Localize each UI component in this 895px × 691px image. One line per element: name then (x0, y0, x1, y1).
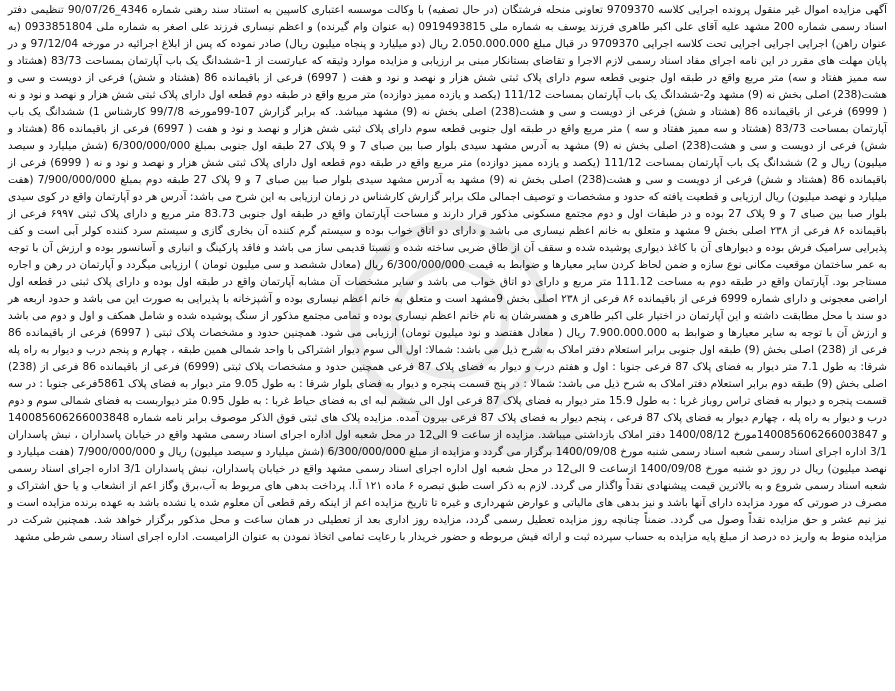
notice-text: آگهی مزایده اموال غیر منقول پرونده اجرایی کلاسه 9709370 تعاونی منحله فرشتگان (در حال تصفیه) با وکالت موسسه اعتباری کاسپین به استناد سند رهنی شماره 4346_90/07/26 تنظیمی دفتر اسناد رسمی شماره 200 مشهد علیه آقای علی اکبر طاهری فرزند یوسف به شماره ملی 0919493815 (به عنوان وام گیرنده) و اعظم نیساری فرزند علی اصغر به شماره ملی 0933851804 (به عنوان راهن) اجرایی اجرایی اجرایی تحت کلاسه اجرایی 9709370 در قبال مبلغ 2.050.000.000 ریال (دو میلیارد و پنجاه میلیون ریال) صادر نموده که پس از ابلاغ اجرائیه در مورخه 97/12/04 و در پایان مهلت های مقرر در این نامه اجرای مفاد اسناد رسمی لازم الاجرا و تقاضای بستانکار مبنی بر ارزیابی و مزایده موارد وثیقه که عبارتست از 1-ششدانگ یک باب آپارتمان بمساحت 83/73 (هشتاد و سه ممیز هفتاد و سه) متر مربع واقع در طبقه اول جنوبی قطعه سوم دارای پلاک ثبتی شش هزار و نهصد و نود و هفت ( 6997) فرعی از باقیمانده 86 (هشتاد و شش) فرعی از دویست و سی و هشت(238) اصلی بخش نه (9) مشهد و2-ششدانگ یک باب آپارتمان بمساحت 111/12 (یکصد و یازده ممیز دوازده) متر مربع واقع در طبقه دوم قطعه اول دارای پلاک ثبتی شش هزار و نهصد و نود و نه ( 6999) فرعی از باقیمانده 86 (هشتاد و شش) فرعی از دویست و سی و هشت(238) اصلی بخش نه (9) مشهد میباشد. که برابر گزارش 107-99مورخه 99/7/8 کارشناس 1) ششدانگ یک باب آپارتمان بمساحت 83/73 (هشتاد و سه ممیز هفتاد و سه ) متر مربع واقع در طبقه اول جنوبی قطعه سوم دارای پلاک ثبتی شش هزار و نهصد و نود و هفت ( 6997) فرعی از باقیمانده 86 (هشتاد و شش) فرعی از دویست و سی و هشت(238) اصلی بخش نه (9) مشهد به آدرس مشهد سیدی بلوار صبا بین صبای 7 و 9 پلاک 27 طبقه اول جنوبی بمبلغ 6/300/000/000 (شش میلیارد و سیصد میلیون) ریال و 2) ششدانگ یک باب آپارتمان بمساحت 111/12 (یکصد و یازده ممیز دوازده) متر مربع واقع در طبقه دوم قطعه اول دارای پلاک ثبتی شش هزار و نهصد و نود و نه ( 6999) فرعی از باقیمانده 86 (هشتاد و شش) فرعی از دویست و سی و هشت(238) اصلی بخش نه (9) مشهد به آدرس مشهد سیدی بلوار صبا بین صبای 7 و 9 پلاک 27 طبقه دوم بمبلغ 7/900/000/000 (هفت میلیارد و نهصد میلیون) ریال ارزیابی و قطعیت یافته که حدود و مشخصات و توصیف اجمالی ملک برابر گزارش کارشناس در زمان ارزیابی به این شرح می باشد: آدرس هر دو آپارتمان واقع در کوی سیدی بلوار صبا بین صبای 7 و 9 پلاک 27 بوده و در طبقات اول و دوم مجتمع مسکونی مذکور قرار دارند و مساحت آپارتمان واقع در طبقه اول جنوبی 83.73 متر مربع و دارای پلاک ثبتی ۶۹۹۷ فرعی از باقیمانده ۸۶ فرعی از ۲۳۸ اصلی بخش 9 مشهد و متعلق به خانم اعظم نیساری می باشد و دارای دو اتاق خواب بوده و سیستم گرم کننده آن بخاری گازی و سیستم سرد کننده کولر آبی است و کف پذیرایی سرامیک فرش بوده و دیوارهای آن با کاغذ دیواری پوشیده شده و سقف آن از طاق ضربی ساخته شده و نسبتا قدیمی ساز می باشد و فاقد پارکینگ و انباری و آسانسور بوده و ارزش آن با توجه به عمر ساختمان موقعیت مکانی نوع سازه و ضمن لحاظ کردن سایر معیارها و ضوابط به قیمت 6/300/000/000 ریال (معادل ششصد و سی میلیون تومان ) ارزیابی میگردد و آپارتمان در رهن و اجاره مستاجر بود. آپارتمان واقع در طبقه دوم به مساحت 111.12 متر مربع و دارای دو اتاق خواب می باشد و سایر مشخصات آن مشابه آپارتمان واقع در طبقه اول بوده و دارای پلاک ثبتی در قطعه اول اراضی معجونی و دارای شماره 6999 فرعی از باقیمانده ۸۶ فرعی از ۲۳۸ اصلی بخش 9مشهد است و متعلق به خانم اعظم نیساری بوده و آشپزخانه با پذیرایی به صورت این می باشد و حدود اربعه هر دو سند با محل مطابقت داشته و این آپارتمان در اختیار علی اکبر طاهری و همسرشان به نام خانم اعظم نیساری بوده و تمامی مجتمع مذکور از سنگ پوشیده شده و شامل همکف و اول و دوم می باشد و ارزش آن با توجه به سایر معیارها و ضوابط به 7.900.000.000 ریال ( معادل هفتصد و نود میلیون تومان) ارزیابی می شود. همچنین حدود و مشخصات پلاک ثبتی ( 6997) فرعی از باقیمانده 86 فرعی از (238) اصلی بخش (9) طبقه اول جنوبی برابر استعلام دفتر املاک به شرح ذیل می باشد: شمالا: اول الی سوم دیوار اشتراکی با واحد شمالی همین طبقه ، چهارم و پنجم درب و دیوار به راه پله شرقا: به طول 7.1 متر دیوار به فضای پلاک 87 فرعی جنوبا : اول و هفتم درب و دیوار به فضای پلاک 87 فرعی همچنین حدود و مشخصات پلاک ثبتی (6999) فرعی از باقیمانده 86 فرعی از (238) اصلی بخش (9) طبقه دوم برابر استعلام دفتر املاک به شرح ذیل می باشد: شمالا : در پنج قسمت پنجره و دیوار به فضای بلوار شرقا : به طول 9.05 متر دیوار به فضای پلاک 5861فرعی جنوبا : در سه قسمت پنجره و دیوار به فضای تراس روباز غربا : به طول 15.9 متر دیوار به فضای پلاک 87 فرعی اول الی ششم لبه ای به فضای حیاط غربا : به طول 0.95 متر دیواربست به فضای شمالی سوم و دوم درب و دیوار به راه پله ، چهارم دیوار به فضای پلاک 87 فرعی ، پنجم دیوار به فضای پلاک 87 فرعی بیرون آمده. مزایده پلاک های ثبتی فوق الذکر موصوف برابر نامه شماره 140085606266003848 و 140085606266003847مورخ 1400/08/12 دفتر املاک بازداشتی میباشد. مزایده از ساعت 9 الی12 در محل شعبه اول اداره اجرای اسناد رسمی مشهد واقع در خیابان پاسداران ، نبش پاسداران 3/1 اداره اجرای اسناد رسمی شعبه اسناد رسمی شنبه مورخ 1400/09/08 برگزار می گردد و مزایده از مبلغ 6/300/000/000 (شش میلیارد و سیصد میلیون) ریال و 7/900/000/000 (هفت میلیارد و نهصد میلیون) ریال در روز دو شنبه مورخ 1400/09/08 ازساعت 9 الی12 در محل شعبه اول اداره اجرای اسناد رسمی مشهد واقع در خیابان پاسداران، نبش پاسداران 3/1 اداره اجرای اسناد رسمی شعبه اسناد رسمی شروع و به بالاترین قیمت پیشنهادی نقداً واگذار می گردد. لازم به ذکر است طبق تبصره ۶ ماده ۱۲۱ آ.ا. پرداخت بدهی های مربوط به آب،برق وگاز اعم از انشعاب و یا حق اشتراک و مصرف در صورتی که مورد مزایده دارای آنها باشد و نیز بدهی های مالیاتی و عوارض شهرداری و غیره تا تاریخ مزایده اعم از اینکه رقم قطعی آن معلوم شده یا نشده باشد به عهده برنده مزایده است و نیز نیم عشر و حق مزایده نقداً وصول می گردد. ضمناً چنانچه روز مزایده تعطیل رسمی گردد، مزایده روز اداری بعد از تعطیلی در همان ساعت و محل مذکور برگزار خواهد شد. همچنین شرکت در مزایده منوط به واریز ده درصد از مبلغ پایه مزایده به حساب سپرده ثبت و ارائه فیش مربوطه و حضور خریدار با رعایت تمامی اتخاذ نمودن به عنوان الزامیست. اداره اجرای اسناد رسمی شرطی مشهد (8, 4, 888, 543)
